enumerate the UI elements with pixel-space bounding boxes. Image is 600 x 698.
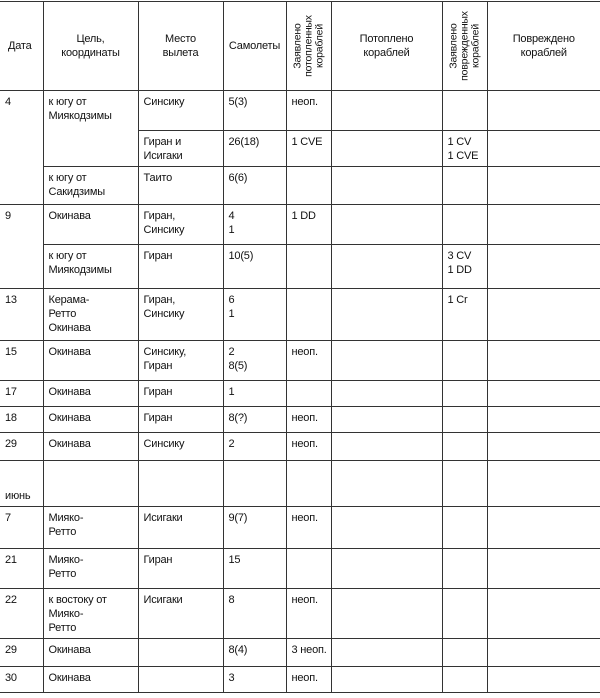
cell-damaged: [487, 167, 600, 205]
cell-date: 22: [0, 589, 43, 639]
cell-damaged: [487, 407, 600, 433]
cell-claimed-damaged: [442, 91, 487, 131]
cell-claimed-damaged: [442, 667, 487, 693]
cell-planes: 1: [223, 381, 286, 407]
cell-sunk: [331, 381, 442, 407]
header-row: [0, 2, 600, 91]
cell-planes: 3: [223, 667, 286, 693]
cell-date: 29: [0, 433, 43, 461]
cell-claimed-damaged: [442, 639, 487, 667]
cell-claimed-sunk: неоп.: [286, 433, 331, 461]
table-row: [0, 549, 600, 589]
cell-planes: 8(?): [223, 407, 286, 433]
cell-damaged: [487, 433, 600, 461]
cell-planes: 2 8(5): [223, 341, 286, 381]
cell-claimed-sunk: [286, 167, 331, 205]
cell-damaged: [487, 461, 600, 507]
cell-sunk: [331, 289, 442, 341]
cell-claimed-sunk: [286, 289, 331, 341]
cell-date: 29: [0, 639, 43, 667]
table-row: [0, 433, 600, 461]
cell-target: Окинава: [43, 205, 138, 245]
cell-target: Окинава: [43, 667, 138, 693]
cell-claimed-sunk: неоп.: [286, 341, 331, 381]
header-claimed-sunk: Заявлено потопленных кораблей: [286, 2, 331, 91]
cell-date: 30: [0, 667, 43, 693]
cell-claimed-sunk: неоп.: [286, 91, 331, 131]
cell-place: [138, 639, 223, 667]
cell-planes: 6 1: [223, 289, 286, 341]
cell-date: 18: [0, 407, 43, 433]
cell-planes: 6(6): [223, 167, 286, 205]
cell-claimed-sunk: неоп.: [286, 507, 331, 549]
cell-damaged: [487, 205, 600, 245]
cell-target: к югу от Миякодзимы: [43, 245, 138, 289]
cell-date: 17: [0, 381, 43, 407]
table-row: [0, 205, 600, 245]
cell-planes: 15: [223, 549, 286, 589]
header-date: Дата: [0, 2, 43, 91]
table-row: [0, 341, 600, 381]
cell-damaged: [487, 245, 600, 289]
cell-sunk: [331, 407, 442, 433]
cell-place: Таито: [138, 167, 223, 205]
cell-date: 9: [0, 205, 43, 289]
cell-target: к югу от Миякодзимы: [43, 91, 138, 167]
cell-claimed-sunk: 1 DD: [286, 205, 331, 245]
cell-date: 15: [0, 341, 43, 381]
cell-damaged: [487, 549, 600, 589]
header-claimed-damaged: Заявлено поврежденных кораблей: [442, 2, 487, 91]
cell-date: 13: [0, 289, 43, 341]
cell-claimed-sunk: [286, 461, 331, 507]
cell-sunk: [331, 131, 442, 167]
header-planes: Самолеты: [223, 2, 286, 91]
cell-sunk: [331, 91, 442, 131]
cell-claimed-damaged: [442, 407, 487, 433]
cell-place: Исигаки: [138, 507, 223, 549]
cell-target: Мияко- Ретто: [43, 507, 138, 549]
cell-date: 7: [0, 507, 43, 549]
cell-planes: 8: [223, 589, 286, 639]
header-place: Место вылета: [138, 2, 223, 91]
cell-place: Исигаки: [138, 589, 223, 639]
table-row: [0, 639, 600, 667]
table-row: [0, 91, 600, 131]
cell-place: [138, 461, 223, 507]
cell-target: Окинава: [43, 407, 138, 433]
table-row: [0, 667, 600, 693]
cell-sunk: [331, 461, 442, 507]
cell-date: 21: [0, 549, 43, 589]
cell-claimed-damaged: 1 Cr: [442, 289, 487, 341]
cell-planes: 5(3): [223, 91, 286, 131]
table-row: [0, 289, 600, 341]
cell-place: Гиран: [138, 407, 223, 433]
cell-planes: 26(18): [223, 131, 286, 167]
cell-claimed-damaged: [442, 381, 487, 407]
cell-sunk: [331, 639, 442, 667]
cell-sunk: [331, 205, 442, 245]
cell-place: Гиран, Синсику: [138, 205, 223, 245]
cell-claimed-sunk: [286, 549, 331, 589]
cell-place: Гиран и Исигаки: [138, 131, 223, 167]
cell-claimed-damaged: [442, 205, 487, 245]
cell-claimed-damaged: [442, 549, 487, 589]
cell-sunk: [331, 433, 442, 461]
cell-place: Гиран: [138, 245, 223, 289]
cell-target: к востоку от Мияко- Ретто: [43, 589, 138, 639]
cell-claimed-damaged: [442, 167, 487, 205]
table-row: [0, 381, 600, 407]
cell-sunk: [331, 549, 442, 589]
cell-target: Окинава: [43, 341, 138, 381]
table-row: [0, 407, 600, 433]
cell-claimed-damaged: [442, 341, 487, 381]
cell-place: Гиран: [138, 549, 223, 589]
cell-claimed-damaged: [442, 433, 487, 461]
cell-sunk: [331, 507, 442, 549]
cell-damaged: [487, 381, 600, 407]
cell-claimed-sunk: [286, 245, 331, 289]
cell-damaged: [487, 507, 600, 549]
table-row: [0, 461, 600, 507]
cell-claimed-damaged: [442, 461, 487, 507]
cell-target: [43, 461, 138, 507]
header-sunk: Потоплено кораблей: [331, 2, 442, 91]
cell-damaged: [487, 131, 600, 167]
cell-target: Окинава: [43, 639, 138, 667]
cell-damaged: [487, 91, 600, 131]
cell-planes: 8(4): [223, 639, 286, 667]
table-row: [0, 167, 600, 205]
cell-planes: 2: [223, 433, 286, 461]
table-row: [0, 589, 600, 639]
cell-claimed-damaged: [442, 507, 487, 549]
cell-planes: 10(5): [223, 245, 286, 289]
cell-place: [138, 667, 223, 693]
cell-damaged: [487, 589, 600, 639]
cell-claimed-sunk: неоп.: [286, 667, 331, 693]
cell-target: Окинава: [43, 433, 138, 461]
cell-planes: 9(7): [223, 507, 286, 549]
cell-claimed-damaged: 3 CV 1 DD: [442, 245, 487, 289]
cell-date: 4: [0, 91, 43, 205]
cell-damaged: [487, 639, 600, 667]
cell-date: июнь: [0, 461, 43, 507]
cell-target: Окинава: [43, 381, 138, 407]
sorties-table: [0, 1, 600, 693]
header-damaged: Повреждено кораблей: [487, 2, 600, 91]
cell-planes: 4 1: [223, 205, 286, 245]
cell-sunk: [331, 341, 442, 381]
cell-sunk: [331, 245, 442, 289]
cell-place: Гиран, Синсику: [138, 289, 223, 341]
cell-damaged: [487, 667, 600, 693]
cell-sunk: [331, 167, 442, 205]
cell-claimed-sunk: 3 неоп.: [286, 639, 331, 667]
table-row: [0, 245, 600, 289]
cell-claimed-sunk: 1 CVE: [286, 131, 331, 167]
cell-claimed-sunk: [286, 381, 331, 407]
cell-planes: [223, 461, 286, 507]
cell-sunk: [331, 589, 442, 639]
cell-target: Керама- Ретто Окинава: [43, 289, 138, 341]
cell-damaged: [487, 341, 600, 381]
cell-place: Синсику: [138, 91, 223, 131]
cell-place: Гиран: [138, 381, 223, 407]
cell-place: Синсику, Гиран: [138, 341, 223, 381]
cell-target: к югу от Сакидзимы: [43, 167, 138, 205]
header-target: Цель, координаты: [43, 2, 138, 91]
cell-claimed-damaged: [442, 589, 487, 639]
cell-claimed-sunk: неоп.: [286, 407, 331, 433]
cell-claimed-sunk: неоп.: [286, 589, 331, 639]
cell-sunk: [331, 667, 442, 693]
cell-claimed-damaged: 1 CV 1 CVE: [442, 131, 487, 167]
cell-target: Мияко- Ретто: [43, 549, 138, 589]
cell-damaged: [487, 289, 600, 341]
cell-place: Синсику: [138, 433, 223, 461]
table-row: [0, 507, 600, 549]
